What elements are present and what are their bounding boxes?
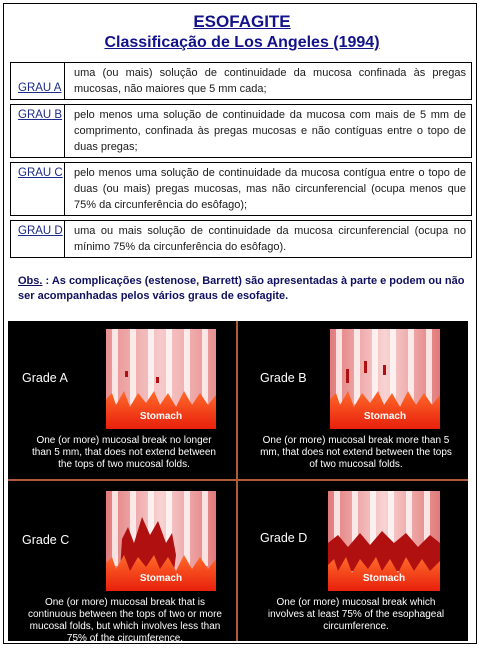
grade-row-a <box>10 62 472 100</box>
grade-b-caption: One (or more) mucosal break more than 5 mm, that does not extend between the tops of two mucosal folds. <box>260 435 452 470</box>
observation-key: Obs. <box>18 275 43 287</box>
grade-d-caption: One (or more) mucosal break which involves at least 75% of the esophageal circumference. <box>267 597 445 632</box>
observation-text: : As complicações (estenose, Barrett) são apresentadas à parte e podem ou não ser acompanhadas pelos vários graus de esofagite. <box>18 275 465 302</box>
stomach-label-b: Stomach <box>363 411 407 422</box>
grade-c-caption: One (or more) mucosal break that is continuous between the tops of two or more mucosal folds, but which involves less than 75% of the circumference. <box>27 597 222 644</box>
grade-a-caption: One (or more) mucosal break no longer than 5 mm, that does not extend between the tops of two mucosal folds. <box>31 435 216 470</box>
panel-divider-vertical <box>236 321 238 641</box>
page-title: ESOFAGITE <box>193 12 291 31</box>
grade-label-d[interactable]: GRAU D <box>11 221 65 257</box>
grade-a-name: Grade A <box>22 371 68 385</box>
grade-text-a: uma (ou mais) solução de continuidade da mucosa confinada às pregas mucosas, não maiores que 5 mm cada; <box>74 67 466 95</box>
grade-text-c: pelo menos uma solução de continuidade da mucosa contígua entre o topo de duas (ou mais) pregas mucosas, mas não circunferencial (ocupa menos que 75% da circunferência do esôfago); <box>74 167 466 211</box>
observation-note <box>18 274 468 304</box>
illustration-drawing <box>8 321 468 641</box>
grade-c-name: Grade C <box>22 533 70 547</box>
grade-row-d <box>10 220 472 258</box>
grade-label-a[interactable]: GRAU A <box>11 63 65 99</box>
stomach-label-a: Stomach <box>139 411 183 422</box>
stomach-label-c: Stomach <box>139 573 183 584</box>
grade-b-name: Grade B <box>260 371 307 385</box>
grades-illustration <box>8 321 468 644</box>
grade-text-b: pelo menos uma solução de continuidade da mucosa com mais de 5 mm de comprimento, confinada às pregas mucosas e não contíguas entre o topo de duas pregas; <box>74 109 466 153</box>
page-subtitle: Classificação de Los Angeles (1994) <box>104 34 380 51</box>
grade-label-b[interactable]: GRAU B <box>11 105 65 157</box>
grade-row-c <box>10 162 472 216</box>
grade-label-c[interactable]: GRAU C <box>11 163 65 215</box>
panel-divider-horizontal <box>8 479 468 481</box>
grade-d-name: Grade D <box>260 531 308 545</box>
grades-table <box>10 62 472 262</box>
stomach-label-d: Stomach <box>362 573 406 584</box>
grade-text-d: uma ou mais solução de continuidade da mucosa circunferencial (ocupa no mínimo 75% da circunferência do esôfago). <box>74 225 466 253</box>
grade-row-b <box>10 104 472 158</box>
